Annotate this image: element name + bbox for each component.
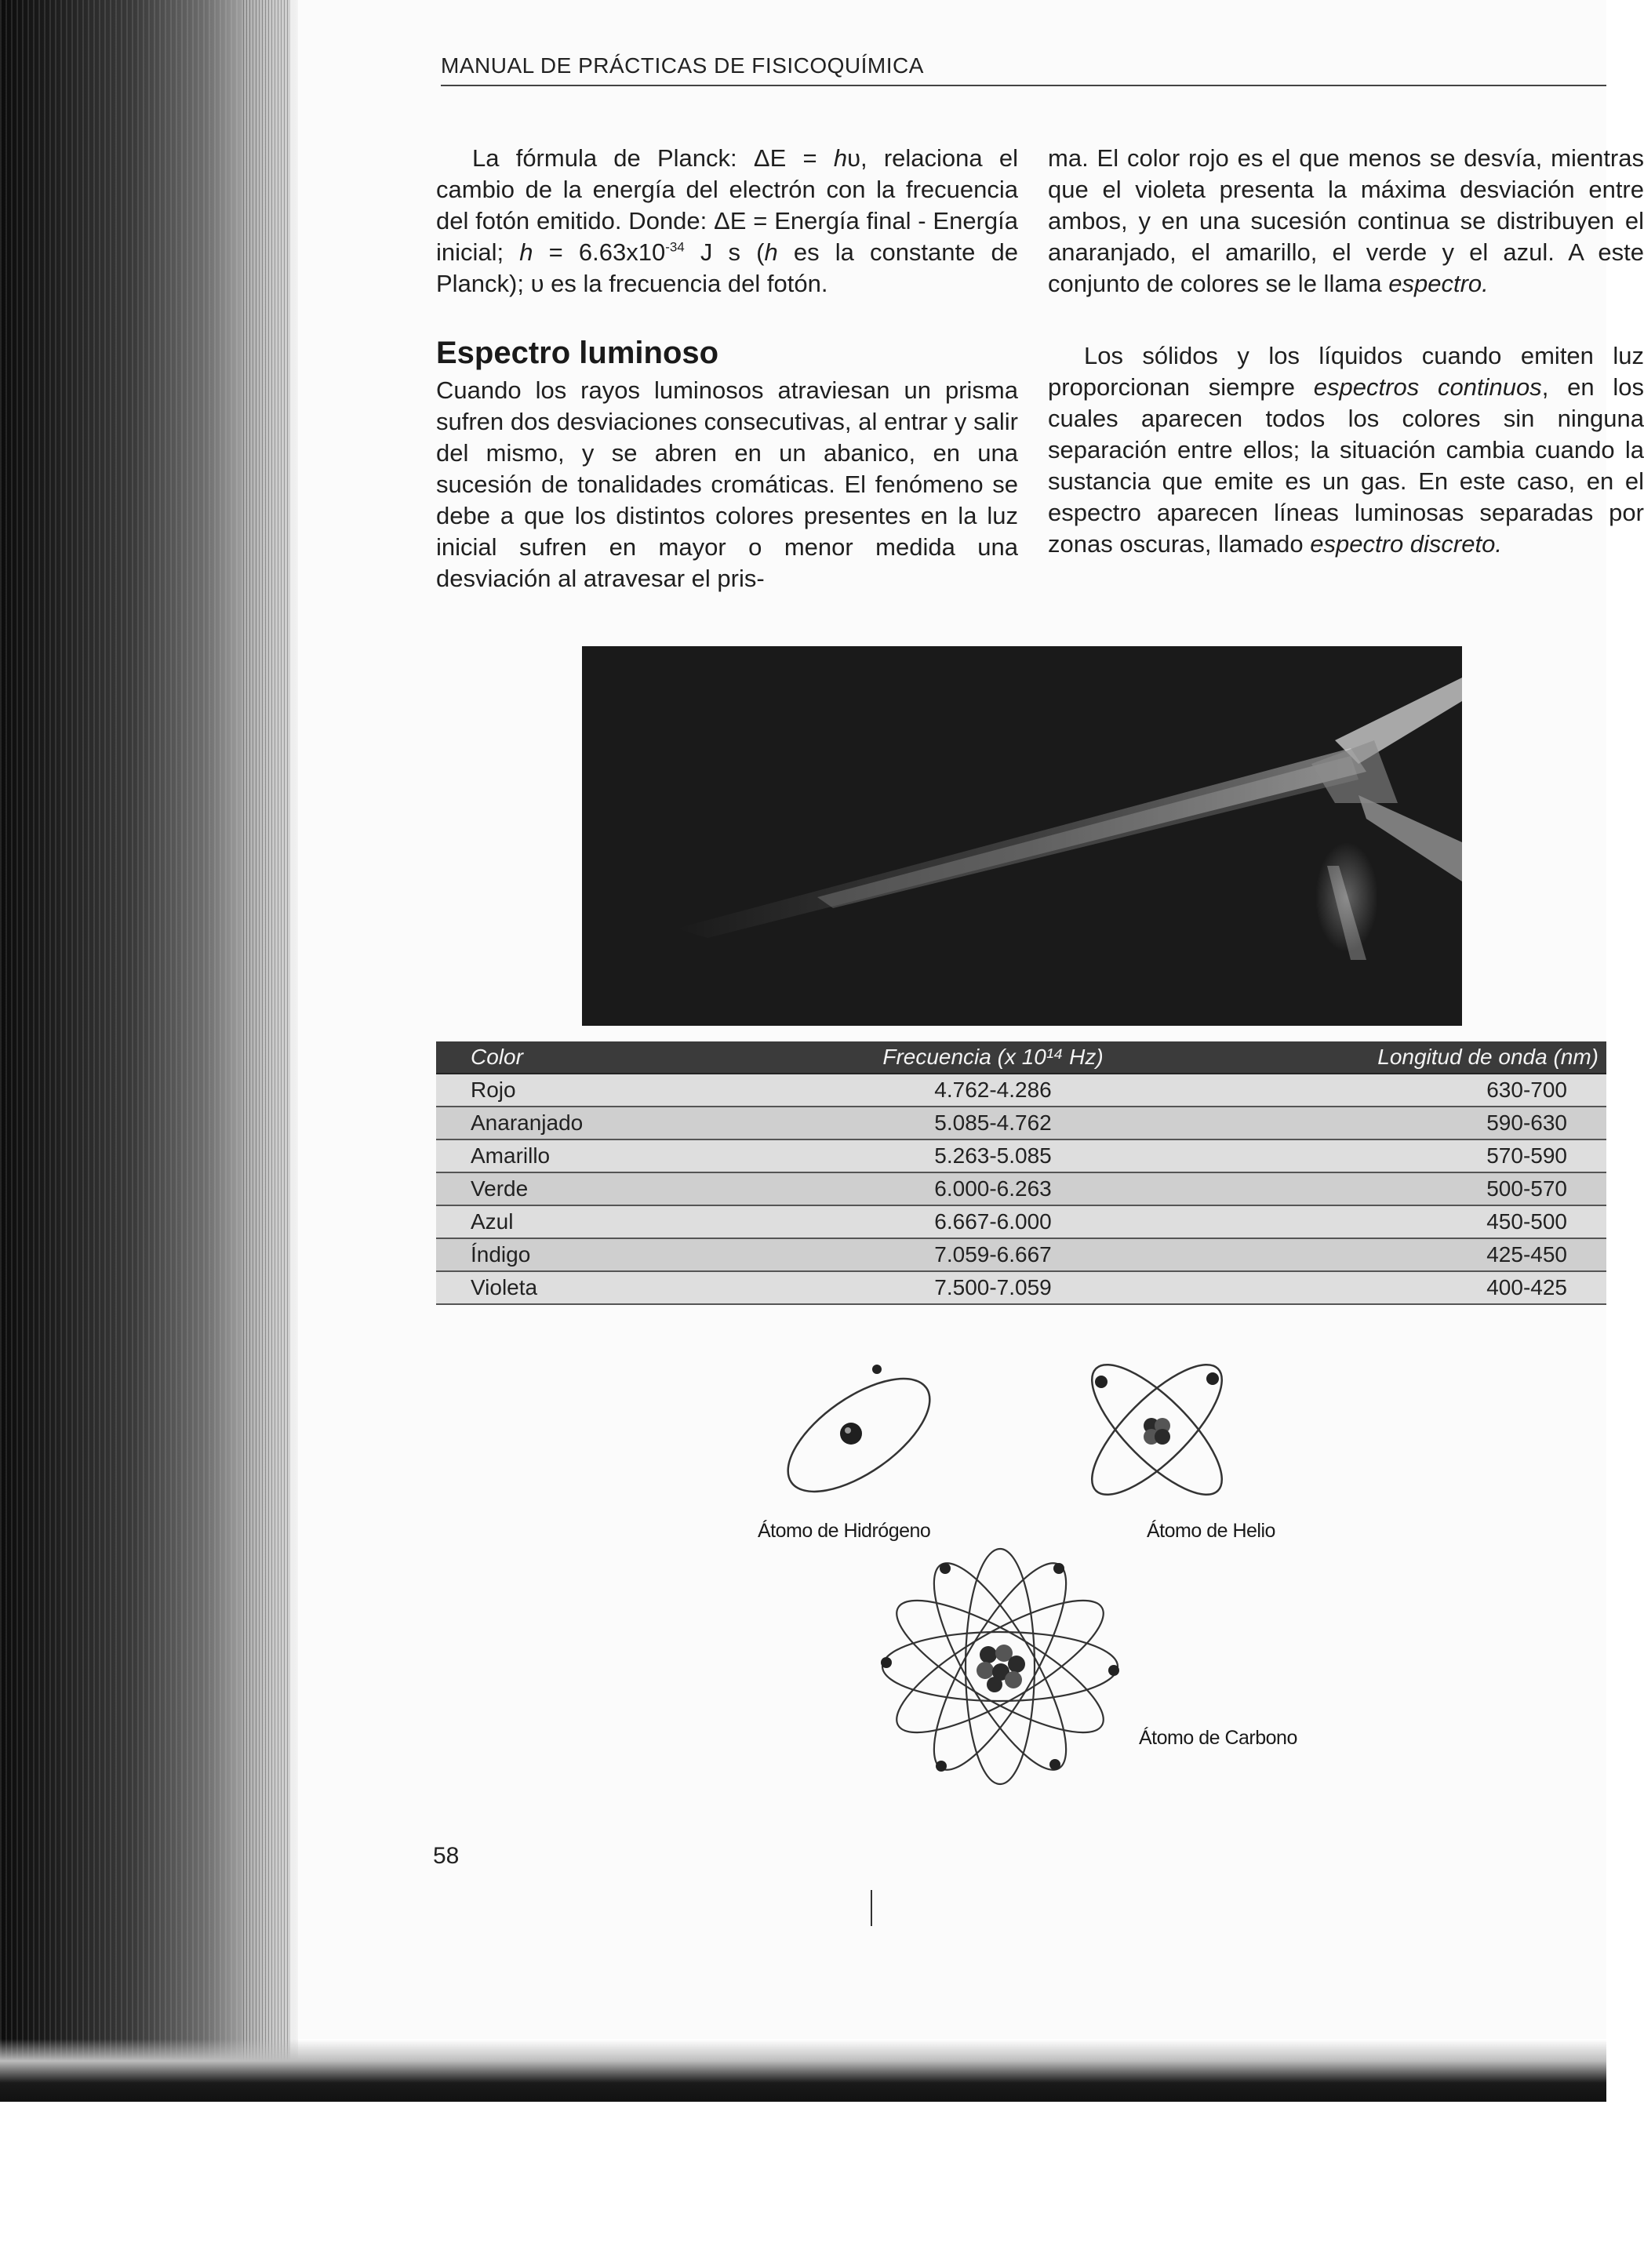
cell-color: Amarillo (471, 1143, 551, 1168)
header-rule (441, 85, 1606, 86)
spectrum-table (436, 1041, 1606, 1305)
right-paragraph-1: ma. El color rojo es el que menos se desvía, mientras que el violeta presenta la máxima desviación entre ambos, y en una sucesión continua se distribuyen el anaranjado, el amarillo, el verde y el azul. A este conjunto de colores se le llama espectro. (1048, 144, 1644, 297)
prism-photo (582, 646, 1462, 1026)
cell-wavelength: 450-500 (1486, 1209, 1567, 1234)
cell-color: Índigo (471, 1242, 531, 1267)
cell-frequency: 5.263-5.085 (934, 1143, 1052, 1168)
table-row (436, 1239, 1606, 1272)
hydrogen-atom-icon (769, 1349, 949, 1521)
hydrogen-label: Átomo de Hidrógeno (758, 1520, 931, 1542)
cell-frequency: 6.000-6.263 (934, 1176, 1052, 1201)
cell-frequency: 4.762-4.286 (934, 1078, 1052, 1102)
helium-atom-icon (1067, 1339, 1247, 1520)
helium-label: Átomo de Helio (1147, 1520, 1275, 1542)
table-row (436, 1074, 1606, 1107)
section-title: Espectro luminoso (436, 336, 719, 370)
cell-color: Rojo (471, 1078, 516, 1102)
cell-color: Anaranjado (471, 1110, 584, 1135)
scan-mark (871, 1890, 872, 1926)
table-row (436, 1107, 1606, 1140)
right-paragraph-2: Los sólidos y los líquidos cuando emiten luz proporcionan siempre espectros continuos, en los cuales aparecen todos los colores sin ninguna separación entre ellos; la situación cambia cuando la sustancia que emite es un gas. En este caso, en el espectro aparecen líneas luminosas separadas por zonas oscuras, llamado espectro discreto. (1048, 342, 1644, 558)
header-wavelength: Longitud de onda (nm) (1377, 1045, 1599, 1069)
cell-wavelength: 590-630 (1486, 1110, 1567, 1135)
cell-color: Azul (471, 1209, 514, 1234)
table-row (436, 1173, 1606, 1206)
header-color: Color (471, 1045, 523, 1069)
running-header: MANUAL DE PRÁCTICAS DE FISICOQUÍMICA (441, 53, 924, 78)
cell-frequency: 5.085-4.762 (934, 1110, 1052, 1135)
cell-wavelength: 630-700 (1486, 1078, 1567, 1102)
spectrum-paragraph: Cuando los rayos luminosos atraviesan un prisma sufren dos desviaciones consecutivas, al entrar y salir del mismo, y se abren en un abanico, en una sucesión de tonalidades cromáticas. El fenómeno se debe a que los distintos colores presentes en la luz inicial sufren en mayor o menor medida una desviación al atravesar el pris- (436, 376, 1018, 592)
cell-wavelength: 500-570 (1486, 1176, 1567, 1201)
table-row (436, 1272, 1606, 1305)
cell-frequency: 7.059-6.667 (934, 1242, 1052, 1267)
cell-color: Violeta (471, 1275, 538, 1299)
page-number: 58 (433, 1843, 460, 1869)
right-column (1048, 143, 1644, 613)
carbon-label: Átomo de Carbono (1139, 1727, 1297, 1749)
table-row (436, 1206, 1606, 1239)
carbon-atom-icon (871, 1545, 1129, 1788)
cell-wavelength: 425-450 (1486, 1242, 1567, 1267)
prism-dispersion-illustration (582, 646, 1462, 1026)
page-edges (243, 0, 290, 2086)
cell-frequency: 6.667-6.000 (934, 1209, 1052, 1234)
cell-frequency: 7.500-7.059 (934, 1275, 1052, 1299)
bottom-shadow (0, 2039, 1606, 2102)
cell-wavelength: 570-590 (1486, 1143, 1567, 1168)
table-header-row (436, 1041, 1606, 1074)
header-frequency: Frecuencia (x 10¹⁴ Hz) (882, 1045, 1104, 1069)
table-row (436, 1140, 1606, 1173)
planck-paragraph: La fórmula de Planck: ΔE = hυ, relaciona el cambio de la energía del electrón con la frecuencia del fotón emitido. Donde: ΔE = Energía final - Energía inicial; $h = 6.63x10^{-34}$ J s (h es la constante de Planck); υ es la frecuencia del fotón. (436, 144, 1018, 297)
cell-wavelength: 400-425 (1486, 1275, 1567, 1299)
cell-color: Verde (471, 1176, 529, 1201)
